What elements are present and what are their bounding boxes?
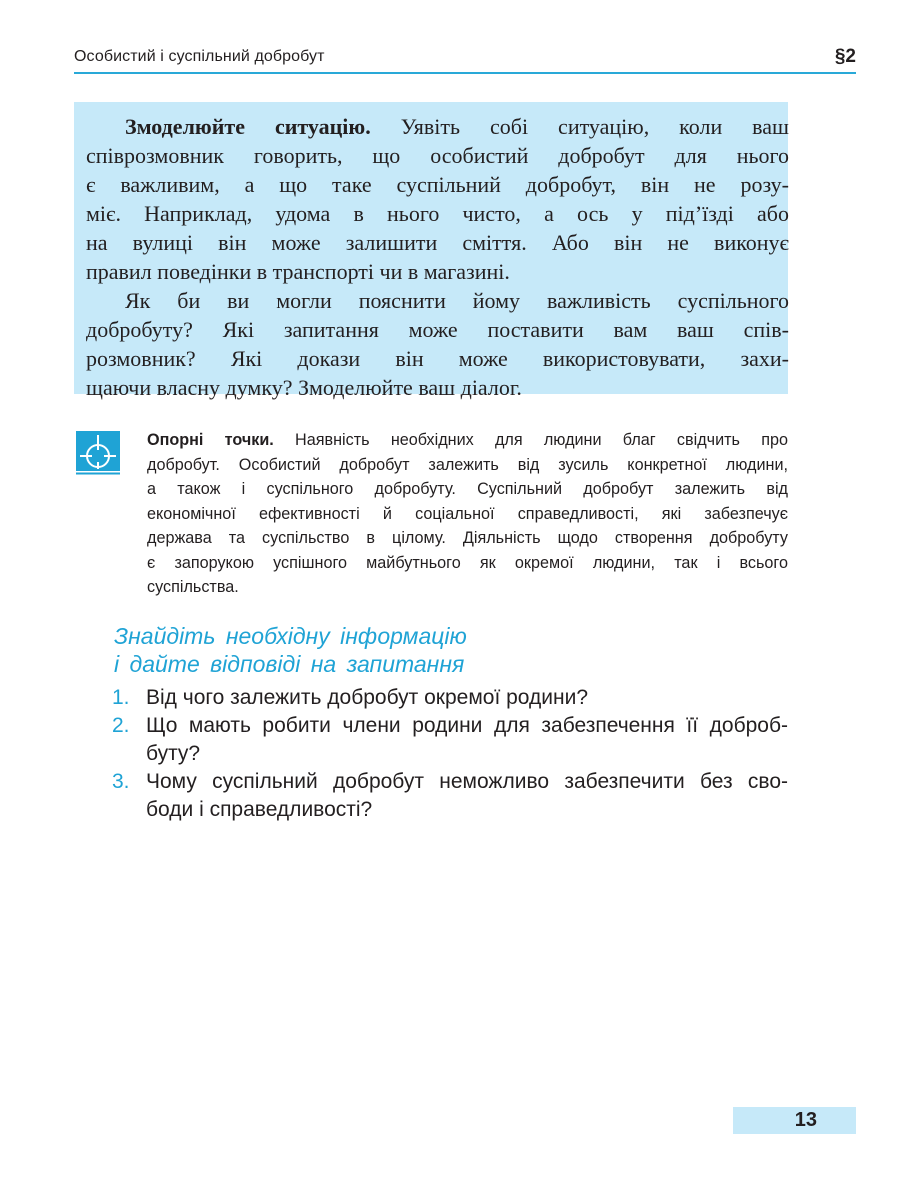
scenario-line: на вулиці він може залишити сміття. Або він не виконує (86, 230, 789, 255)
scenario-line: Як би ви могли пояснити йому важливість суспільного (125, 288, 789, 313)
key-points-line: суспільства. (147, 578, 239, 596)
scenario-line: співрозмовник говорить, що особистий добробут для нього (86, 143, 789, 168)
task-heading (114, 622, 467, 678)
question-number: 1. (112, 686, 130, 709)
scenario-line: щаючи власну думку? Змоделюйте ваш діалог. (86, 375, 522, 400)
scenario-lead: Змоделюйте ситуацію. (125, 114, 371, 139)
question-text: боди і справедливості? (146, 798, 373, 821)
page-number: 13 (794, 1109, 817, 1131)
page-header (74, 46, 856, 74)
key-points-lead: Опорні точки. (147, 431, 274, 449)
running-title: Особистий і суспільний добробут (74, 48, 325, 65)
scenario-line: розмовник? Які докази він може використовувати, захи- (86, 346, 789, 371)
question-number: 2. (112, 714, 130, 737)
scenario-line: правил поведінки в транспорті чи в магазині. (86, 259, 510, 284)
key-points-line: добробут. Особистий добробут залежить від зусиль конкретної людини, (147, 455, 788, 474)
key-points-line: держава та суспільство в цілому. Діяльність щодо створення добробуту (147, 529, 788, 547)
key-points-line: Опорні точки. Наявність необхідних для людини благ свідчить про (147, 431, 788, 449)
scenario-line: Змоделюйте ситуацію. Уявіть собі ситуацію, коли ваш (125, 114, 789, 139)
scenario-box (74, 102, 789, 400)
section-number: §2 (834, 46, 856, 67)
scenario-line: міє. Наприклад, удома в нього чисто, а ось у під’їзді або (86, 201, 789, 226)
target-icon (76, 431, 120, 475)
question-text: Що мають робити члени родини для забезпечення її доброб- (146, 714, 788, 737)
question-item (112, 768, 788, 824)
question-item (112, 684, 788, 712)
question-number: 3. (112, 770, 130, 793)
scenario-line: добробуту? Які запитання може поставити вам ваш спів- (86, 317, 789, 342)
question-text: Від чого залежить добробут окремої родини? (146, 686, 589, 709)
question-list (112, 684, 788, 824)
page-number-box (733, 1107, 856, 1134)
task-heading-line: Знайдіть необхідну інформацію (114, 623, 467, 649)
question-text: буту? (146, 742, 201, 765)
key-points-line: економічної ефективності й соціальної справедливості, які забезпечує (147, 504, 788, 523)
task-heading-line: і дайте відповіді на запитання (114, 651, 465, 677)
key-points (147, 428, 788, 600)
question-item (112, 712, 788, 768)
question-text: Чому суспільний добробут неможливо забезпечити без сво- (146, 770, 788, 793)
key-points-line: є запорукою успішного майбутнього як окремої людини, так і всього (147, 553, 788, 572)
scenario-line: є важливим, а що таке суспільний добробут, він не розу- (86, 172, 789, 197)
key-points-line: а також і суспільного добробуту. Суспільний добробут залежить від (147, 480, 788, 498)
